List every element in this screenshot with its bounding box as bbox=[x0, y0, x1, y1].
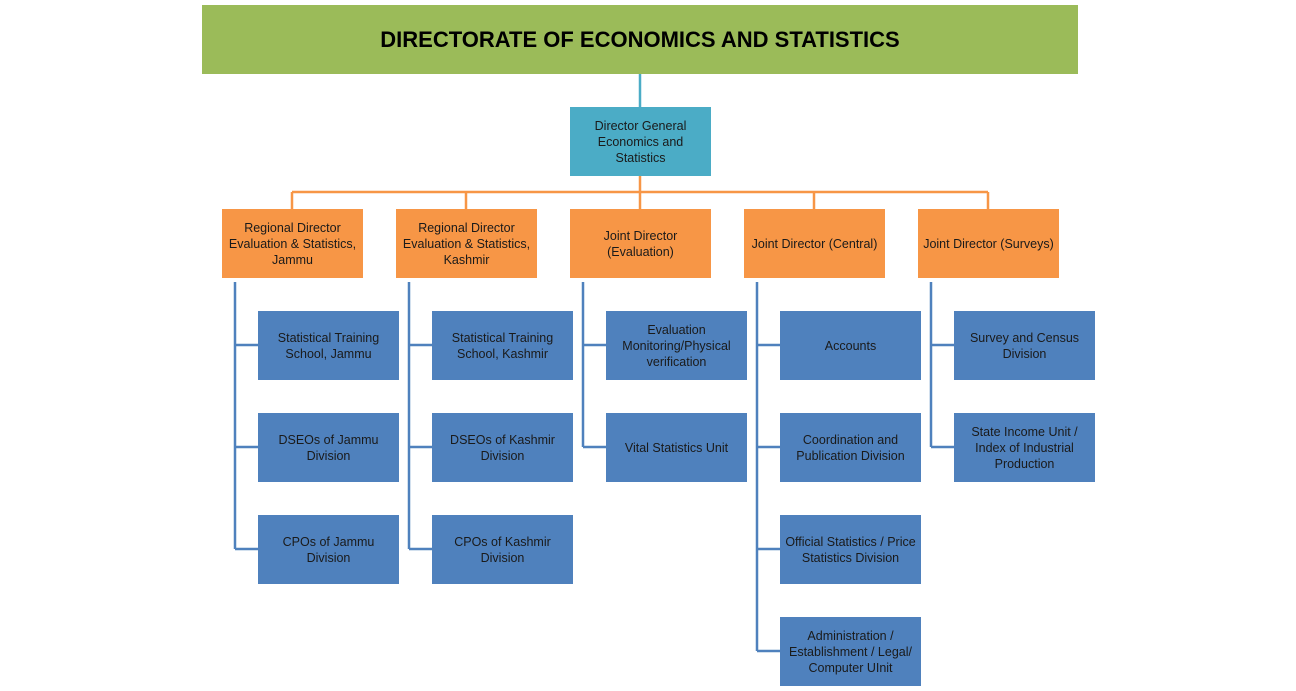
node-unit: DSEOs of Jammu Division bbox=[258, 413, 399, 482]
node-regional-director-jammu: Regional Director Evaluation & Statistics, Jammu bbox=[222, 209, 363, 278]
node-joint-director-surveys: Joint Director (Surveys) bbox=[918, 209, 1059, 278]
node-unit: CPOs of Jammu Division bbox=[258, 515, 399, 584]
node-joint-director-central: Joint Director (Central) bbox=[744, 209, 885, 278]
node-unit: Survey and Census Division bbox=[954, 311, 1095, 380]
node-regional-director-kashmir: Regional Director Evaluation & Statistics, Kashmir bbox=[396, 209, 537, 278]
node-unit: Accounts bbox=[780, 311, 921, 380]
node-unit: DSEOs of Kashmir Division bbox=[432, 413, 573, 482]
node-unit: CPOs of Kashmir Division bbox=[432, 515, 573, 584]
node-unit: Evaluation Monitoring/Physical verification bbox=[606, 311, 747, 380]
node-unit: Vital Statistics Unit bbox=[606, 413, 747, 482]
node-unit: Statistical Training School, Kashmir bbox=[432, 311, 573, 380]
node-unit: Administration / Establishment / Legal/ Computer UInit bbox=[780, 617, 921, 686]
node-director-general: Director General Economics and Statistics bbox=[570, 107, 711, 176]
node-joint-director-evaluation: Joint Director (Evaluation) bbox=[570, 209, 711, 278]
node-unit: Coordination and Publication Division bbox=[780, 413, 921, 482]
node-unit: Statistical Training School, Jammu bbox=[258, 311, 399, 380]
page-title: DIRECTORATE OF ECONOMICS AND STATISTICS bbox=[202, 5, 1078, 74]
node-unit: State Income Unit / Index of Industrial Production bbox=[954, 413, 1095, 482]
node-unit: Official Statistics / Price Statistics Division bbox=[780, 515, 921, 584]
